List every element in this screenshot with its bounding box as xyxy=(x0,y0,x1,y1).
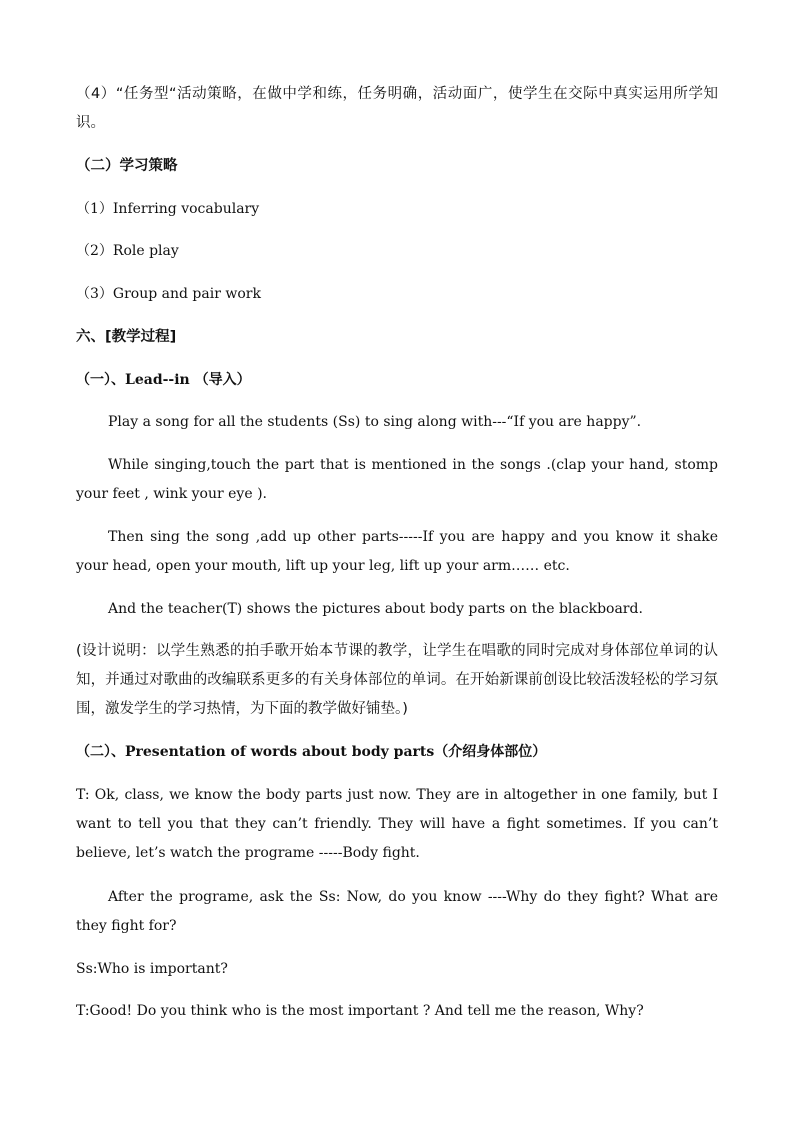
heading-lead-in: （一）、Lead--in （导入） xyxy=(76,372,251,388)
heading-learning-strategy: （二）学习策略 xyxy=(76,158,178,174)
paragraph-while-singing: While singing,touch the part that is mentioned in the songs .(clap your hand, stomp your feet , wink your eye ). xyxy=(76,457,718,502)
paragraph-design-note: (设计说明：以学生熟悉的拍手歌开始本节课的教学，让学生在唱歌的同时完成对身体部位单词的认知，并通过对歌曲的改编联系更多的有关身体部位的单词。在开始新课前创设比较活泼轻松的学习氛围，激发学生的学习热情，为下面的教学做好铺垫。) xyxy=(76,643,718,717)
list-item-group-pair-work: （3）Group and pair work xyxy=(76,286,261,302)
paragraph-sing-song: Then sing the song ,add up other parts-----If you are happy and you know it shake your head, open your mouth, lift up your leg, lift up your arm…… etc. xyxy=(76,529,718,574)
paragraph-students-answer: Ss:Who is important? xyxy=(76,961,228,977)
list-item-inferring-vocabulary: （1）Inferring vocabulary xyxy=(76,201,260,217)
paragraph-show-pictures: And the teacher(T) shows the pictures about body parts on the blackboard. xyxy=(108,601,643,617)
paragraph-task-strategy: （4）“任务型“活动策略，在做中学和练，任务明确，活动面广，使学生在交际中真实运用所学知识。 xyxy=(76,86,718,131)
paragraph-teacher-question: T:Good! Do you think who is the most important ? And tell me the reason, Why? xyxy=(76,1003,644,1019)
heading-teaching-process: 六、[教学过程] xyxy=(76,329,177,345)
list-item-role-play: （2）Role play xyxy=(76,243,179,259)
paragraph-after-programe: After the programe, ask the Ss: Now, do you know ----Why do they fight? What are they fight for? xyxy=(76,889,718,934)
paragraph-teacher-intro: T: Ok, class, we know the body parts just now. They are in altogether in one family, but I want to tell you that they can’t friendly. They will have a fight sometimes. If you can’t believe, let’s watch the programe -----Body fight. xyxy=(76,787,718,861)
paragraph-play-song: Play a song for all the students (Ss) to sing along with---“If you are happy”. xyxy=(108,414,642,430)
heading-presentation: （二）、Presentation of words about body parts（介绍身体部位） xyxy=(76,744,547,760)
